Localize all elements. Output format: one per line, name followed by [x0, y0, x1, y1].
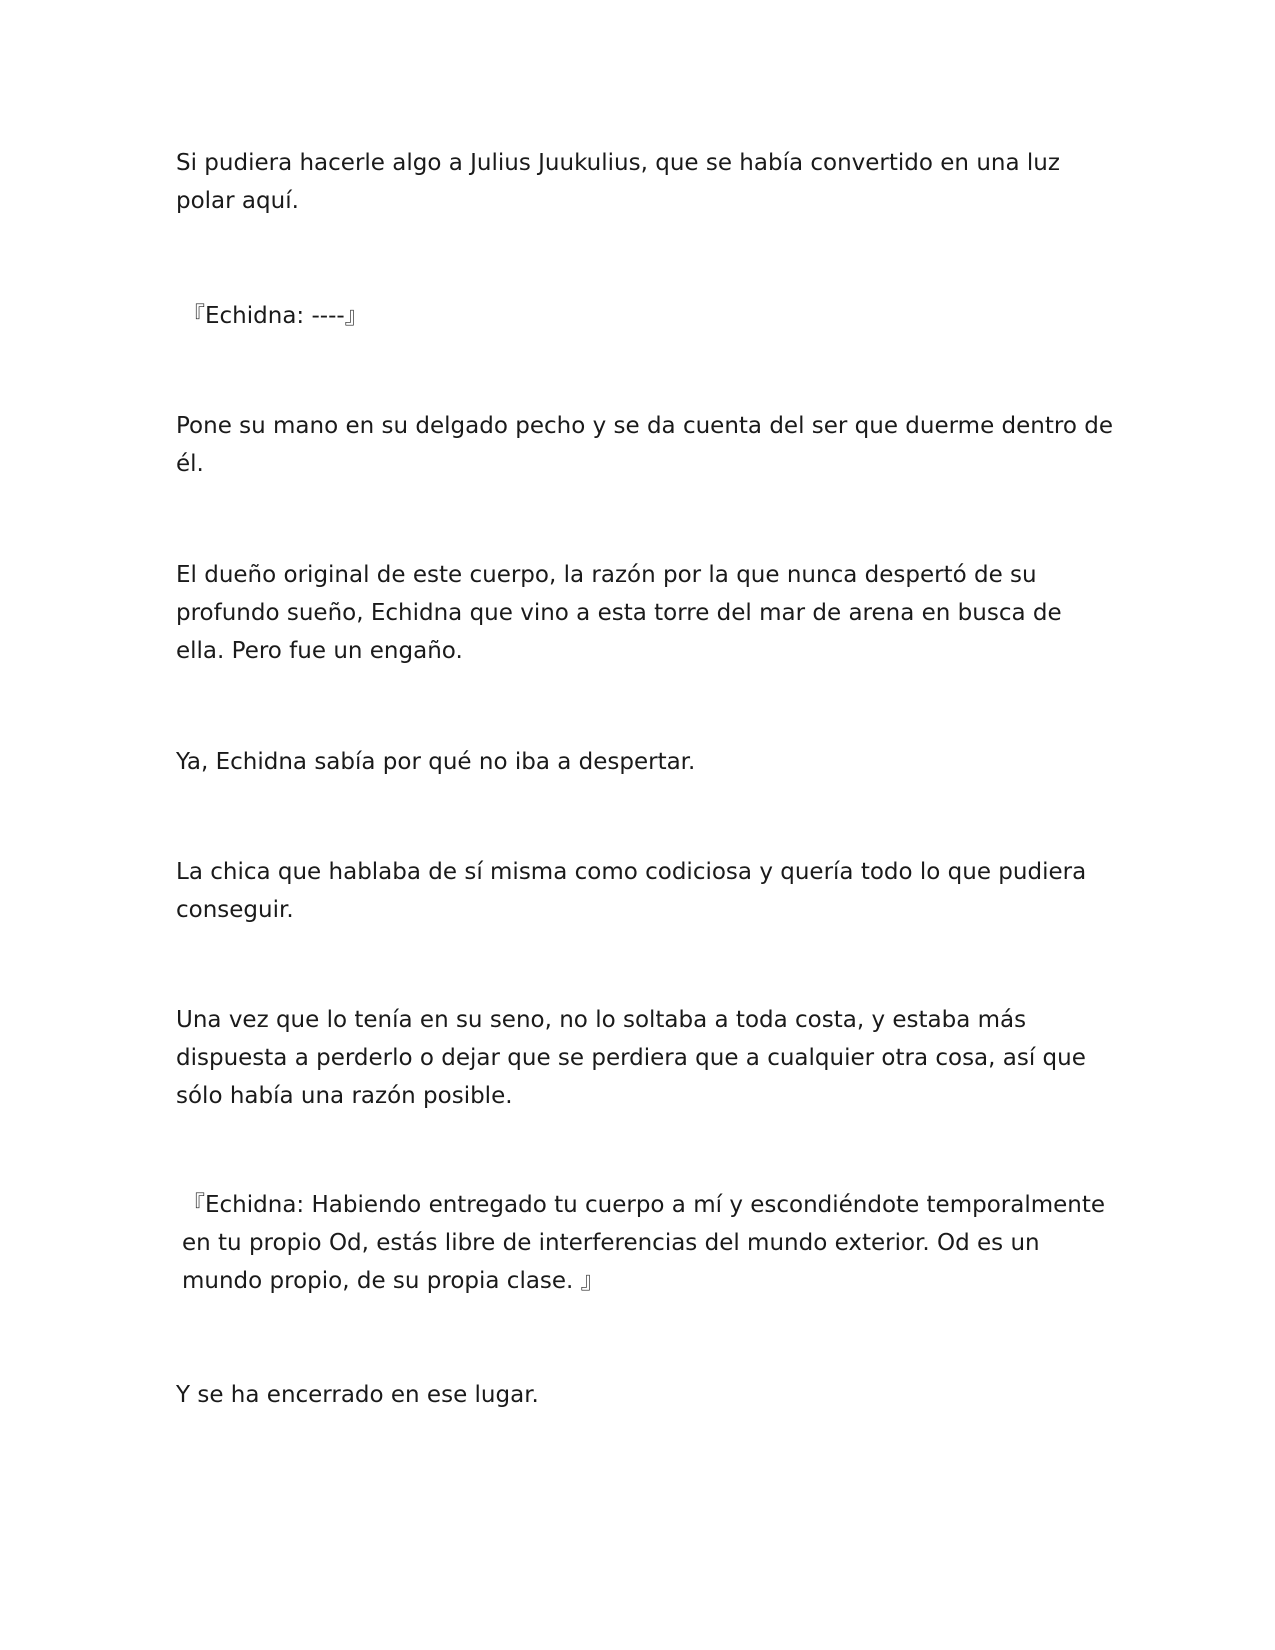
paragraph-2-dialogue: 『Echidna: ----』: [182, 303, 368, 329]
paragraph-1: Si pudiera hacerle algo a Julius Juukulius, que se había convertido en una luz polar aquí.: [176, 150, 1060, 214]
paragraph-5: Ya, Echidna sabía por qué no iba a despertar.: [176, 749, 696, 775]
paragraph-6: La chica que hablaba de sí misma como codiciosa y quería todo lo que pudiera conseguir.: [176, 859, 1087, 923]
paragraph-8-dialogue: 『Echidna: Habiendo entregado tu cuerpo a mí y escondiéndote temporalmente en tu propio Od, estás libre de interferencias del mundo exterior. Od es un mundo propio, de su propia clase. 』: [182, 1192, 1106, 1294]
paragraph-3: Pone su mano en su delgado pecho y se da cuenta del ser que duerme dentro de él.: [176, 413, 1113, 477]
paragraph-9: Y se ha encerrado en ese lugar.: [176, 1382, 539, 1408]
paragraph-4: El dueño original de este cuerpo, la razón por la que nunca despertó de su profundo sueño, Echidna que vino a esta torre del mar de arena en busca de ella. Pero fue un engaño.: [176, 562, 1062, 664]
paragraph-7: Una vez que lo tenía en su seno, no lo soltaba a toda costa, y estaba más dispuesta a perderlo o dejar que se perdiera que a cualquier otra cosa, así que sólo había una razón posible.: [176, 1007, 1086, 1109]
